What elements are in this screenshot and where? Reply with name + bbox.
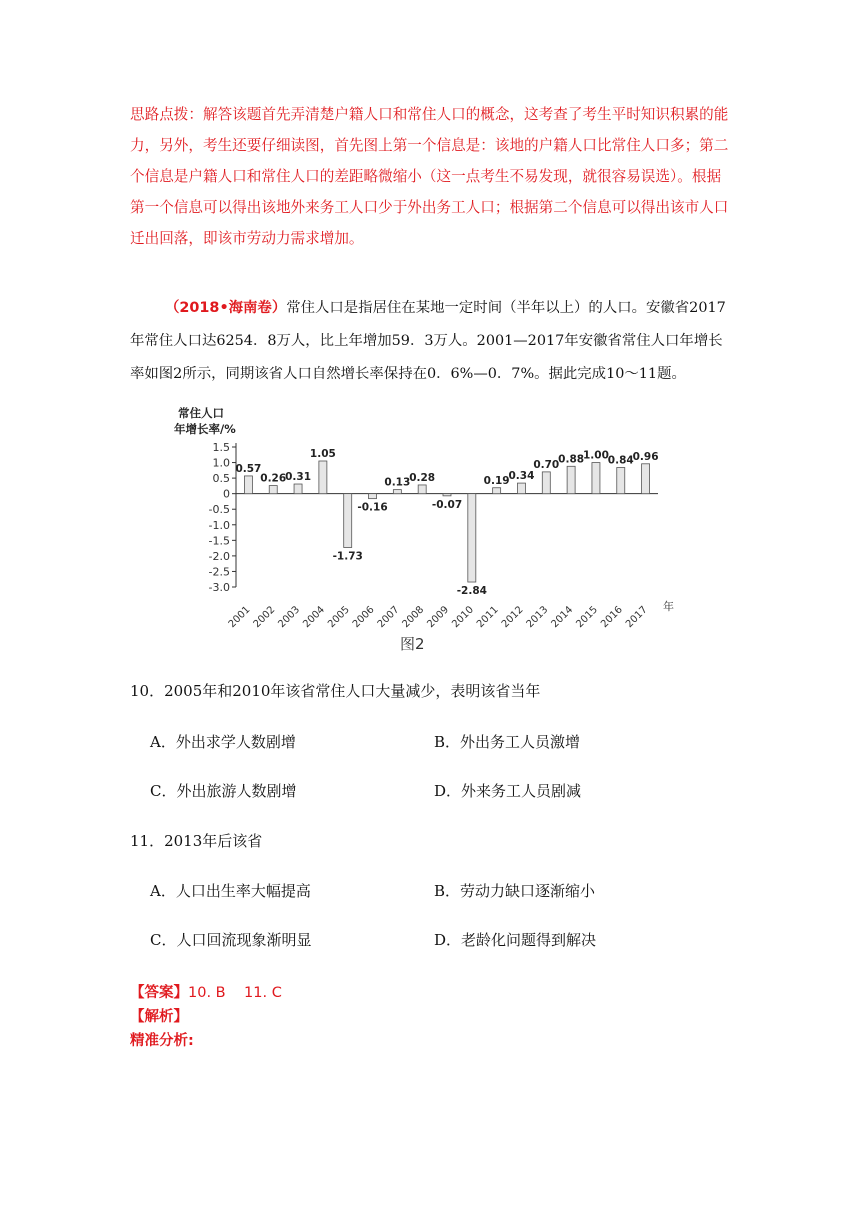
data-label-2016: 0.84 xyxy=(607,454,634,467)
data-label-2006: -0.16 xyxy=(357,501,388,514)
x-tick-label-2011: 2011 xyxy=(474,604,501,631)
y-tick-label: -1.0 xyxy=(208,518,230,532)
figure-caption: 图2 xyxy=(400,635,425,653)
y-tick-label: 0 xyxy=(223,487,230,501)
bar-2004 xyxy=(319,461,327,494)
question-10-stem: 10．2005年和2010年该省常住人口大量减少，表明该省当年 xyxy=(130,682,541,700)
bar-2007 xyxy=(393,490,401,494)
bar-2009 xyxy=(443,494,451,496)
y-axis-title-line1: 常住人口 xyxy=(178,406,224,420)
data-label-2007: 0.13 xyxy=(384,476,411,489)
question-11-option-a[interactable]: A．人口出生率大幅提高 xyxy=(150,882,311,900)
data-label-2009: -0.07 xyxy=(431,498,463,511)
bar-2006 xyxy=(369,494,377,499)
y-tick-label: -2.0 xyxy=(208,549,230,563)
bar-2012 xyxy=(517,483,525,494)
bar-2015 xyxy=(592,463,600,494)
x-tick-label-2008: 2008 xyxy=(400,604,427,631)
question-10-option-c[interactable]: C．外出旅游人数剧增 xyxy=(150,782,297,800)
bar-2003 xyxy=(294,484,302,494)
question-10-option-b[interactable]: B．外出务工人员激增 xyxy=(434,733,581,751)
bar-2011 xyxy=(493,488,501,494)
precise-analysis-label: 精准分析: xyxy=(130,1033,194,1049)
data-label-2011: 0.19 xyxy=(483,474,510,487)
data-label-2005: -1.73 xyxy=(332,550,363,563)
question-source: （2018•海南卷） xyxy=(165,300,287,316)
x-tick-label-2012: 2012 xyxy=(499,604,526,631)
x-tick-label-2007: 2007 xyxy=(375,604,402,631)
question-intro-text: 常住人口是指居住在某地一定时间（半年以上）的人口。安徽省2017年常住人口达6254．8万人，比上年增加59．3万人。2001—2017年安徽省常住人口年增长率如图2所示，同期该省人口自然增长率保持在0．6%—0．7%。据此完成10～11题。 xyxy=(130,300,726,382)
x-tick-label-2015: 2015 xyxy=(574,604,601,631)
data-label-2004: 1.05 xyxy=(309,448,336,460)
question-11-stem: 11．2013年后该省 xyxy=(130,832,263,850)
data-label-2015: 1.00 xyxy=(582,449,609,462)
y-tick-label: -2.5 xyxy=(208,565,230,579)
data-label-2001: 0.57 xyxy=(235,462,262,475)
y-tick-label: -3.0 xyxy=(208,581,230,594)
question-11-option-c[interactable]: C．人口回流现象渐明显 xyxy=(150,931,312,949)
population-growth-chart xyxy=(170,403,690,653)
data-label-2010: -2.84 xyxy=(456,585,487,598)
bar-2005 xyxy=(344,494,352,548)
data-label-2012: 0.34 xyxy=(508,470,535,483)
bar-2016 xyxy=(617,468,625,494)
x-tick-label-2010: 2010 xyxy=(450,604,476,631)
answer-label: 【答案】 xyxy=(130,985,188,1001)
bar-2008 xyxy=(418,485,426,494)
data-label-2002: 0.26 xyxy=(260,472,287,485)
question-10-option-d[interactable]: D．外来务工人员剧减 xyxy=(434,782,582,800)
x-tick-label-2002: 2002 xyxy=(251,604,278,631)
y-axis-title-line2: 年增长率/% xyxy=(174,422,236,436)
x-tick-label-2009: 2009 xyxy=(425,604,452,631)
bar-2017 xyxy=(642,464,650,494)
y-tick-label: -0.5 xyxy=(208,503,230,517)
x-tick-label-2017: 2017 xyxy=(623,604,650,631)
x-tick-label-2014: 2014 xyxy=(549,604,576,631)
x-tick-label-2006: 2006 xyxy=(350,604,377,631)
bar-2002 xyxy=(269,486,277,494)
x-tick-label-2003: 2003 xyxy=(276,604,303,631)
data-label-2014: 0.88 xyxy=(558,453,585,466)
bar-2010 xyxy=(468,494,476,582)
question-11-option-d[interactable]: D．老龄化问题得到解决 xyxy=(434,931,597,949)
y-tick-label: 1.5 xyxy=(212,441,230,454)
bar-2013 xyxy=(542,472,550,494)
x-axis-unit-label: 年 xyxy=(663,600,674,613)
x-tick-label-2004: 2004 xyxy=(301,604,328,631)
data-label-2017: 0.96 xyxy=(632,450,659,463)
answer-line xyxy=(130,981,282,1002)
data-label-2013: 0.70 xyxy=(533,458,560,471)
tip-paragraph: 思路点拨：解答该题首先弄清楚户籍人口和常住人口的概念，这考查了考生平时知识积累的能力，另外，考生还要仔细读图，首先图上第一个信息是：该地的户籍人口比常住人口多；第二个信息是户籍人口和常住人口的差距略微缩小（这一点考生不易发现，就很容易误选）。根据第一个信息可以得出该地外来务工人口少于外出务工人口；根据第二个信息可以得出该市人口迁出回落，即该市劳动力需求增加。 xyxy=(130,106,729,247)
x-tick-label-2005: 2005 xyxy=(326,604,352,631)
y-tick-label: 0.5 xyxy=(212,472,230,486)
x-tick-label-2016: 2016 xyxy=(599,604,625,631)
y-tick-label: 1.0 xyxy=(212,456,230,470)
data-label-2003: 0.31 xyxy=(285,471,312,484)
x-tick-label-2001: 2001 xyxy=(226,604,253,631)
analysis-label: 【解析】 xyxy=(130,1009,188,1025)
question-11-option-b[interactable]: B．劳动力缺口逐渐缩小 xyxy=(434,882,596,900)
question-intro xyxy=(130,292,735,391)
y-tick-label: -1.5 xyxy=(208,534,230,548)
bar-2014 xyxy=(567,466,575,493)
bar-2001 xyxy=(244,476,252,494)
x-tick-label-2013: 2013 xyxy=(524,604,551,631)
answer-value: 10. B 11. C xyxy=(188,985,282,1001)
data-label-2008: 0.28 xyxy=(409,471,436,484)
question-10-option-a[interactable]: A．外出求学人数剧增 xyxy=(150,733,296,751)
